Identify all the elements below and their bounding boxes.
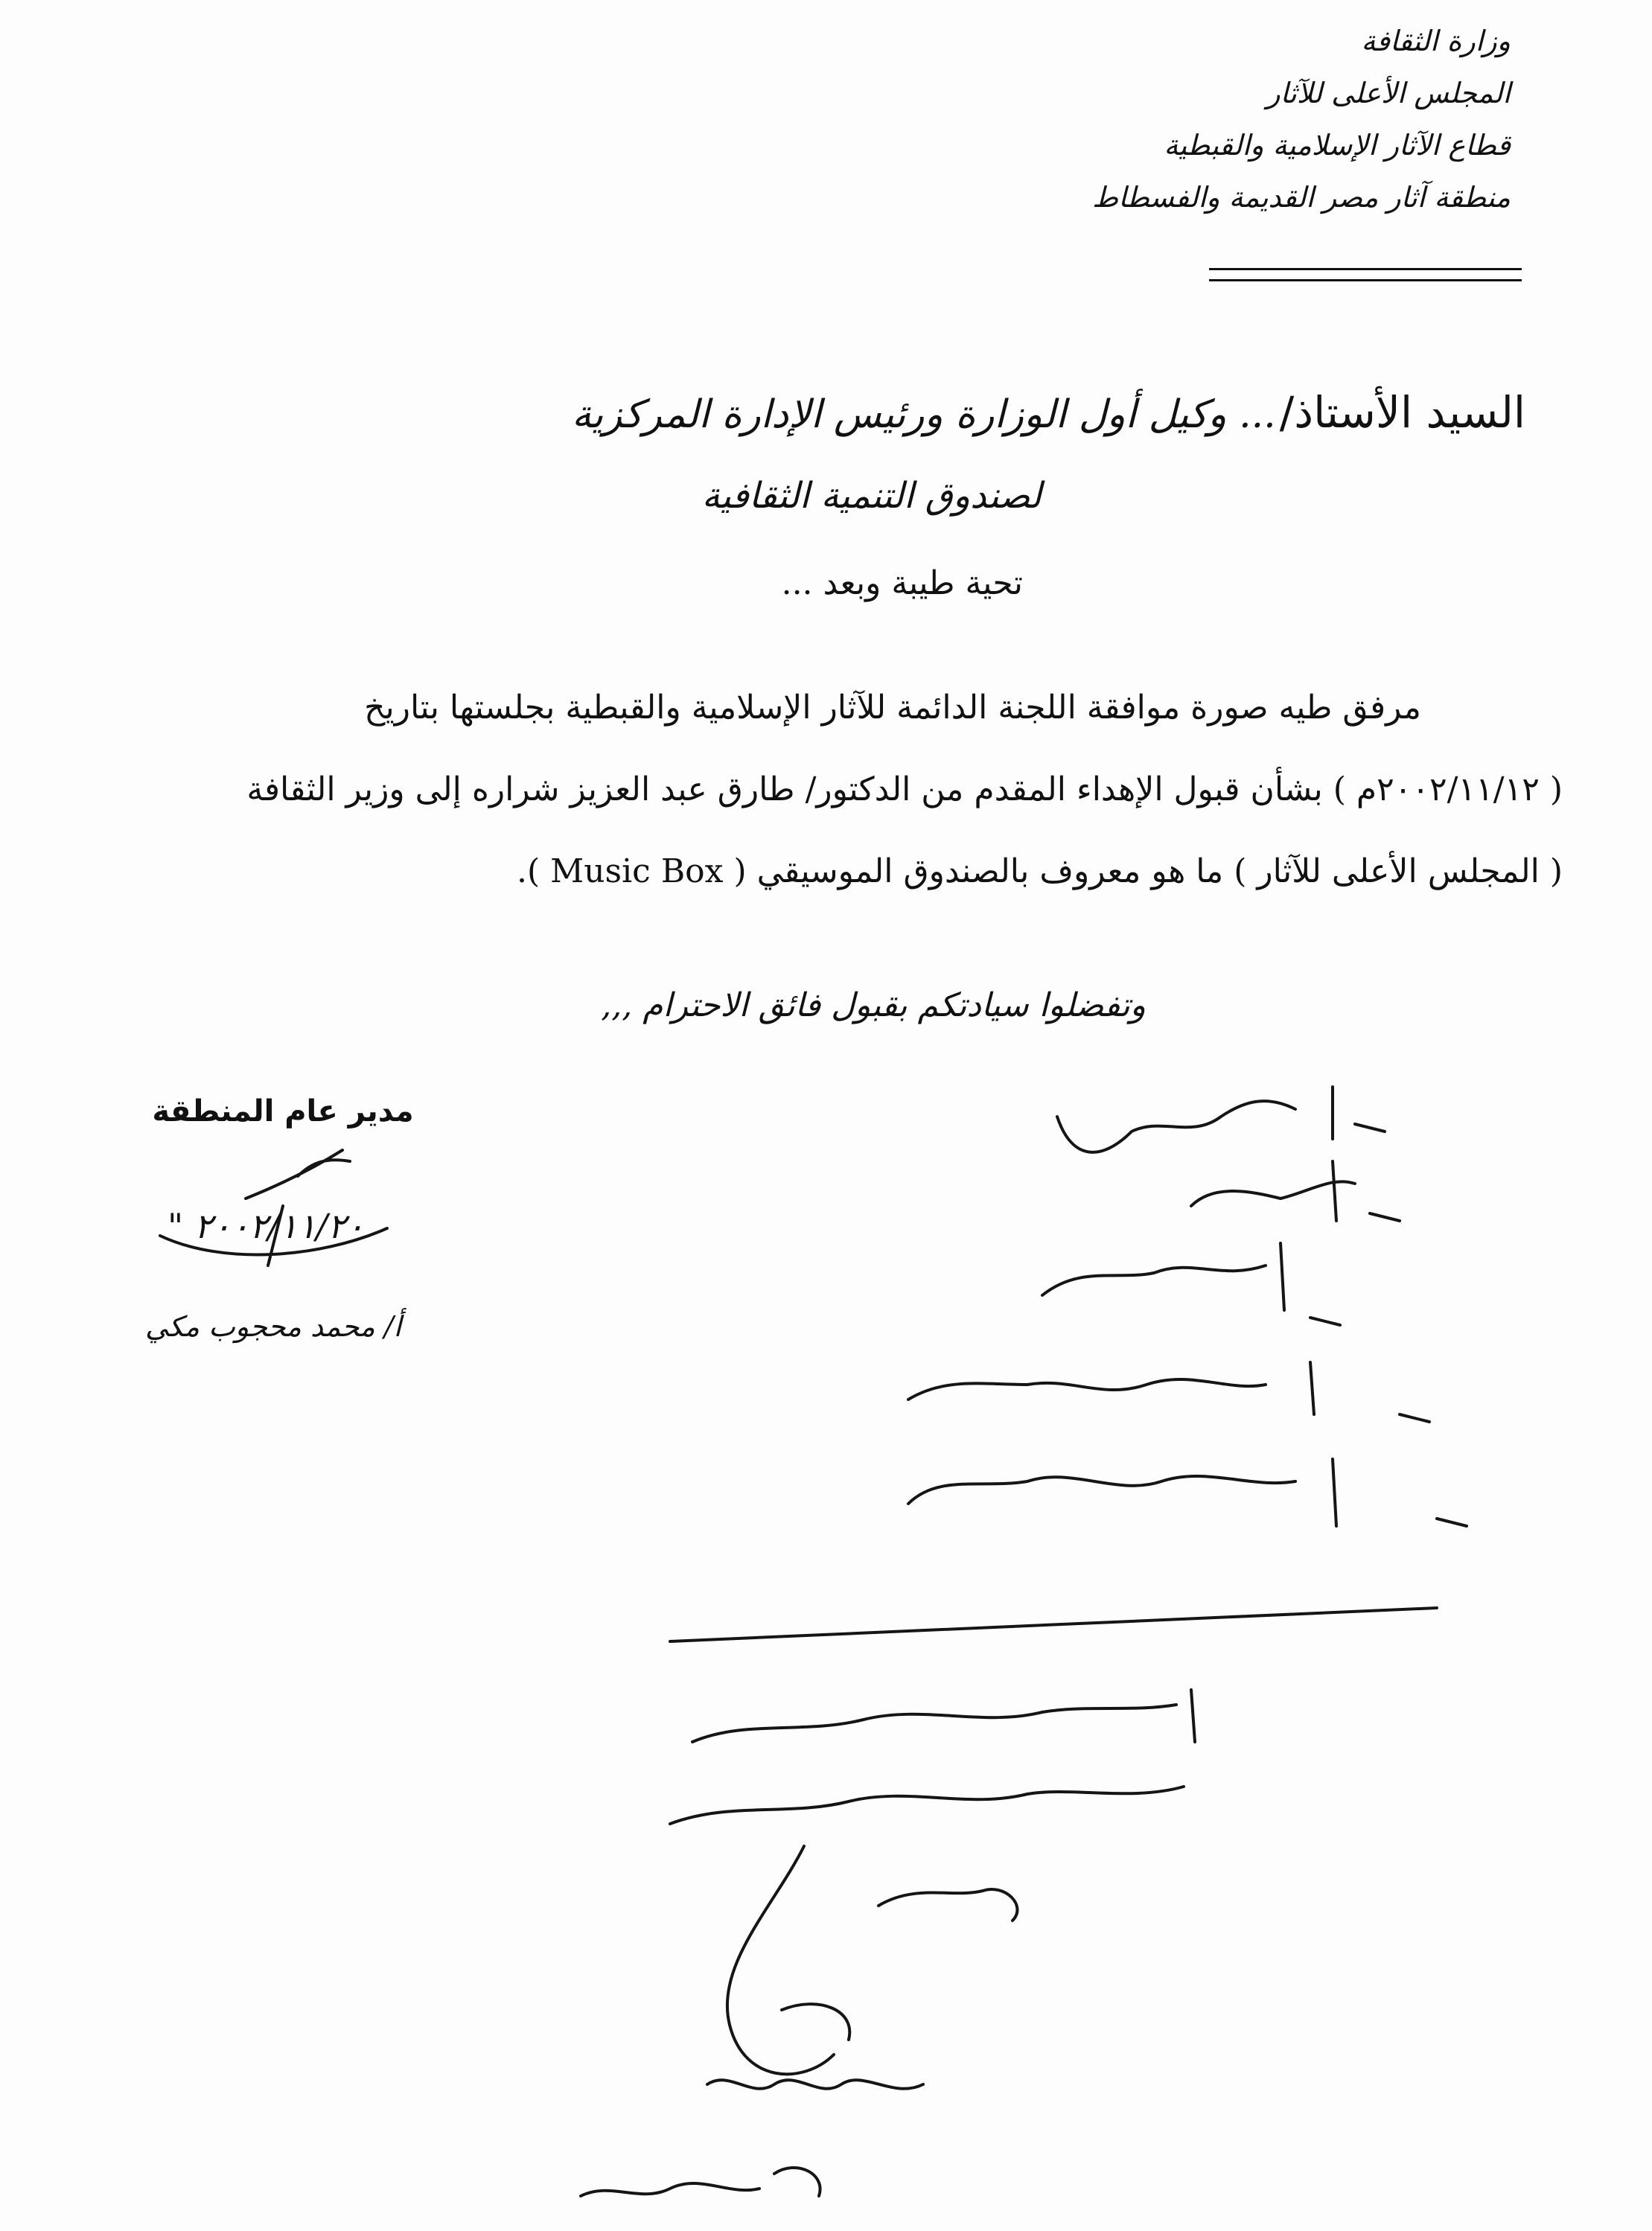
manager-signature-stroke [246, 1150, 350, 1199]
body-line-3: ( المجلس الأعلى للآثار ) ما هو معروف بالصندوق الموسيقي ( Music Box ). [517, 852, 1563, 890]
council-name: المجلس الأعلى للآثار [1266, 77, 1511, 109]
signature-name: أ/ محمد محجوب مكي [145, 1310, 402, 1343]
signature-date: " ٢٠٠٢/١١/٢٠ [168, 1206, 365, 1246]
distribution-line-4 [908, 1362, 1429, 1422]
addressee-line [371, 387, 1525, 438]
lower-note-date [581, 2168, 820, 2196]
sector-name: قطاع الآثار الإسلامية والقبطية [1164, 129, 1511, 162]
lower-note-loop [727, 1846, 849, 2074]
lower-note-line-1 [692, 1690, 1195, 1742]
signature-block [141, 1094, 424, 1129]
letterhead [989, 15, 1511, 223]
body-line-2: ( ٢٠٠٢/١١/١٢م ) بشأن قبول الإهداء المقدم من الدكتور/ طارق عبد العزيز شراره إلى وزير الثقافة [246, 770, 1563, 808]
lower-note-line-2 [670, 1787, 1184, 1824]
lower-note-line-3 [878, 1889, 1017, 1921]
region-name: منطقة آثار مصر القديمة والفسطاط [1092, 181, 1511, 214]
addressee-position: ... وكيل أول الوزارة ورئيس الإدارة المركزية [571, 392, 1276, 437]
signature-title: مدير عام المنطقة [152, 1094, 414, 1129]
letterhead-divider [1209, 268, 1522, 281]
greeting: تحية طيبة وبعد ... [781, 564, 1023, 602]
distribution-line-2 [1191, 1161, 1400, 1221]
distribution-line-3 [1042, 1243, 1340, 1325]
separator-stroke [670, 1608, 1437, 1641]
distribution-line-1 [1057, 1087, 1385, 1152]
lower-note-scribble [707, 2080, 923, 2089]
body-line-1: مرفق طيه صورة موافقة اللجنة الدائمة للآثار الإسلامية والقبطية بجلستها بتاريخ [364, 689, 1421, 727]
distribution-line-5 [908, 1459, 1467, 1526]
closing-salutation: وتفضلوا سيادتكم بقبول فائق الاحترام ,,, [601, 986, 1146, 1024]
ministry-name: وزارة الثقافة [1361, 25, 1511, 57]
addressee-organization: لصندوق التنمية الثقافية [701, 475, 1042, 517]
addressee-title: السيد الأستاذ/ [1279, 387, 1525, 438]
